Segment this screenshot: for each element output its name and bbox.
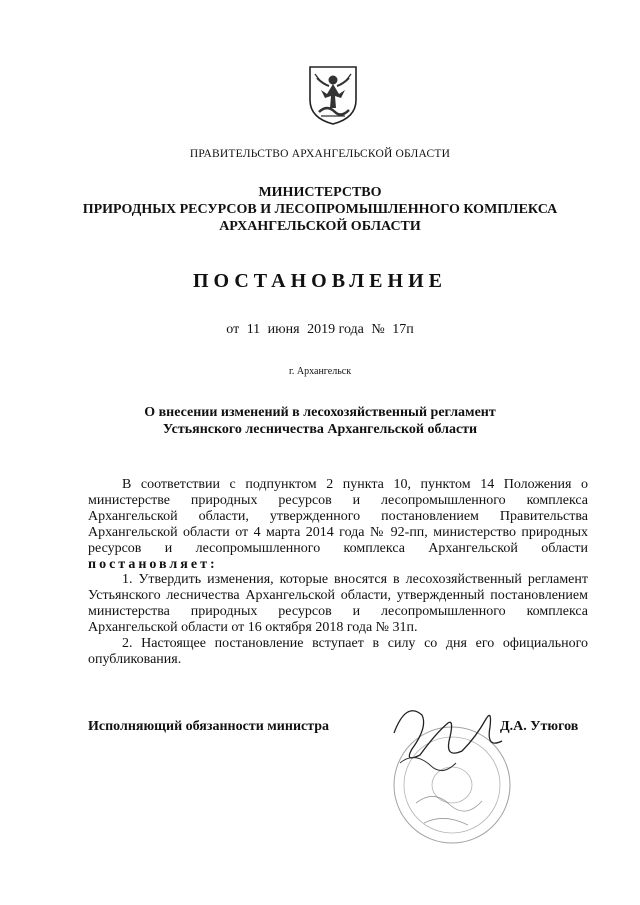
item-1: 1. Утвердить изменения, которые вносятся в лесохозяйственный регламент Устьянского лесничества Архангельской области, утвержденный постановлением министерства природных ресурсов и лесопромышленного комплекса Архангельской области от 16 октября 2018 года № 31п.	[88, 572, 588, 636]
signatory-name: Д.А. Утюгов	[500, 719, 579, 734]
document-type: ПОСТАНОВЛЕНИЕ	[193, 270, 447, 292]
date-prefix: от	[226, 322, 240, 337]
preamble-paragraph	[88, 477, 588, 572]
date-day: 11	[246, 322, 261, 337]
preamble-text: В соответствии с подпунктом 2 пункта 10, пунктом 14 Положения о министерстве природных ресурсов и лесопромышленного комплекса Архангельской области, утвержденного постановлением Правительства Архангельской области от 4 марта 2014 года № 92-пп, министерство природных ресурсов и лесопромышленного комплекса Архангельской области	[88, 477, 588, 556]
document-body	[88, 477, 588, 668]
city: г. Архангельск	[288, 366, 352, 377]
document-date	[0, 322, 640, 338]
date-year: 2019 года	[307, 322, 364, 337]
signatory-title: Исполняющий обязанности министра	[88, 719, 330, 734]
document-number: 17п	[392, 322, 414, 337]
date-month: июня	[267, 322, 300, 337]
government-name: ПРАВИТЕЛЬСТВО АРХАНГЕЛЬСКОЙ ОБЛАСТИ	[189, 148, 451, 160]
ministry-line: МИНИСТЕРСТВО	[258, 185, 382, 200]
ministry-line: АРХАНГЕЛЬСКОЙ ОБЛАСТИ	[219, 219, 421, 234]
seal-signature-icon	[364, 693, 532, 853]
subject-line: О внесении изменений в лесохозяйственный регламент	[144, 405, 496, 420]
ministry-line: ПРИРОДНЫХ РЕСУРСОВ И ЛЕСОПРОМЫШЛЕННОГО КОМПЛЕКСА	[82, 202, 558, 217]
document-subject	[0, 404, 640, 438]
item-2: 2. Настоящее постановление вступает в силу со дня его официального опубликования.	[88, 636, 588, 667]
coat-of-arms-icon	[307, 64, 359, 126]
number-label: №	[371, 322, 385, 337]
subject-line: Устьянского лесничества Архангельской области	[162, 422, 478, 437]
ministry-name	[0, 184, 640, 235]
decree-word: постановляет:	[88, 556, 218, 572]
